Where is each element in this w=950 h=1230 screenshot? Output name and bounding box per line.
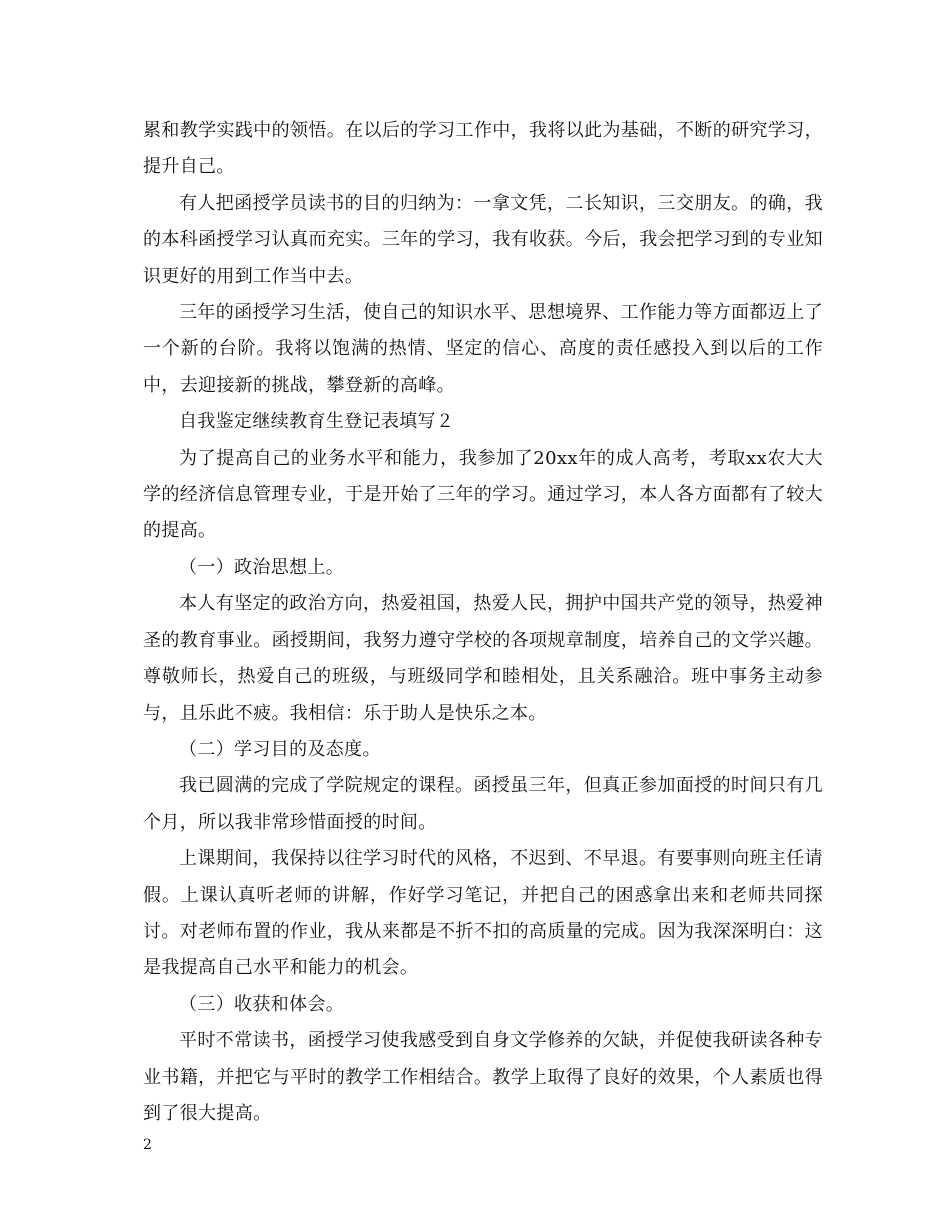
paragraph-continuation: 累和教学实践中的领悟。在以后的学习工作中，我将以此为基础，不断的研究学习，提升自己。: [143, 120, 823, 178]
document-body: [143, 113, 823, 1132]
paragraph-class-period: 上课期间，我保持以往学习时代的风格，不迟到、不早退。有要事则向班主任请假。上课认真听老师的讲解，作好学习笔记，并把自己的困惑拿出来和老师共同探讨。对老师布置的作业，我从来都是不折不扣的高质量的完成。因为我深深明白：这是我提高自己水平和能力的机会。: [143, 848, 823, 979]
page-number: 2: [143, 1137, 152, 1153]
paragraph-courses: 我已圆满的完成了学院规定的课程。函授虽三年，但真正参加面授的时间只有几个月，所以我非常珍惜面授的时间。: [143, 775, 823, 833]
paragraph-gains: 平时不常读书，函授学习使我感受到自身文学修养的欠缺，并促使我研读各种专业书籍，并把它与平时的教学工作相结合。教学上取得了良好的效果，个人素质也得到了很大提高。: [143, 1030, 823, 1124]
subheading-politics: （一）政治思想上。: [179, 556, 345, 578]
paragraph-three-years: 三年的函授学习生活，使自己的知识水平、思想境界、工作能力等方面都迈上了一个新的台阶。我将以饱满的热情、坚定的信心、高度的责任感投入到以后的工作中，去迎接新的挑战，攀登新的高峰。: [143, 302, 823, 396]
subheading-study-attitude: （二）学习目的及态度。: [179, 738, 381, 760]
subheading-gains: （三）收获和体会。: [179, 993, 345, 1015]
paragraph-purpose: 有人把函授学员读书的目的归纳为：一拿文凭，二长知识，三交朋友。的确，我的本科函授学习认真而充实。三年的学习，我有收获。今后，我会把学习到的专业知识更好的用到工作当中去。: [143, 192, 823, 287]
paragraph-politics: 本人有坚定的政治方向，热爱祖国，热爱人民，拥护中国共产党的领导，热爱神圣的教育事业。函授期间，我努力遵守学校的各项规章制度，培养自己的文学兴趣。尊敬师长，热爱自己的班级，与班级同学和睦相处，且关系融洽。班中事务主动参与，且乐此不疲。我相信：乐于助人是快乐之本。: [143, 593, 823, 724]
section-title: 自我鉴定继续教育生登记表填写２: [179, 411, 455, 433]
paragraph-intro: 为了提高自己的业务水平和能力，我参加了20xx年的成人高考，考取xx农大大学的经济信息管理专业，于是开始了三年的学习。通过学习，本人各方面都有了较大的提高。: [143, 447, 823, 542]
